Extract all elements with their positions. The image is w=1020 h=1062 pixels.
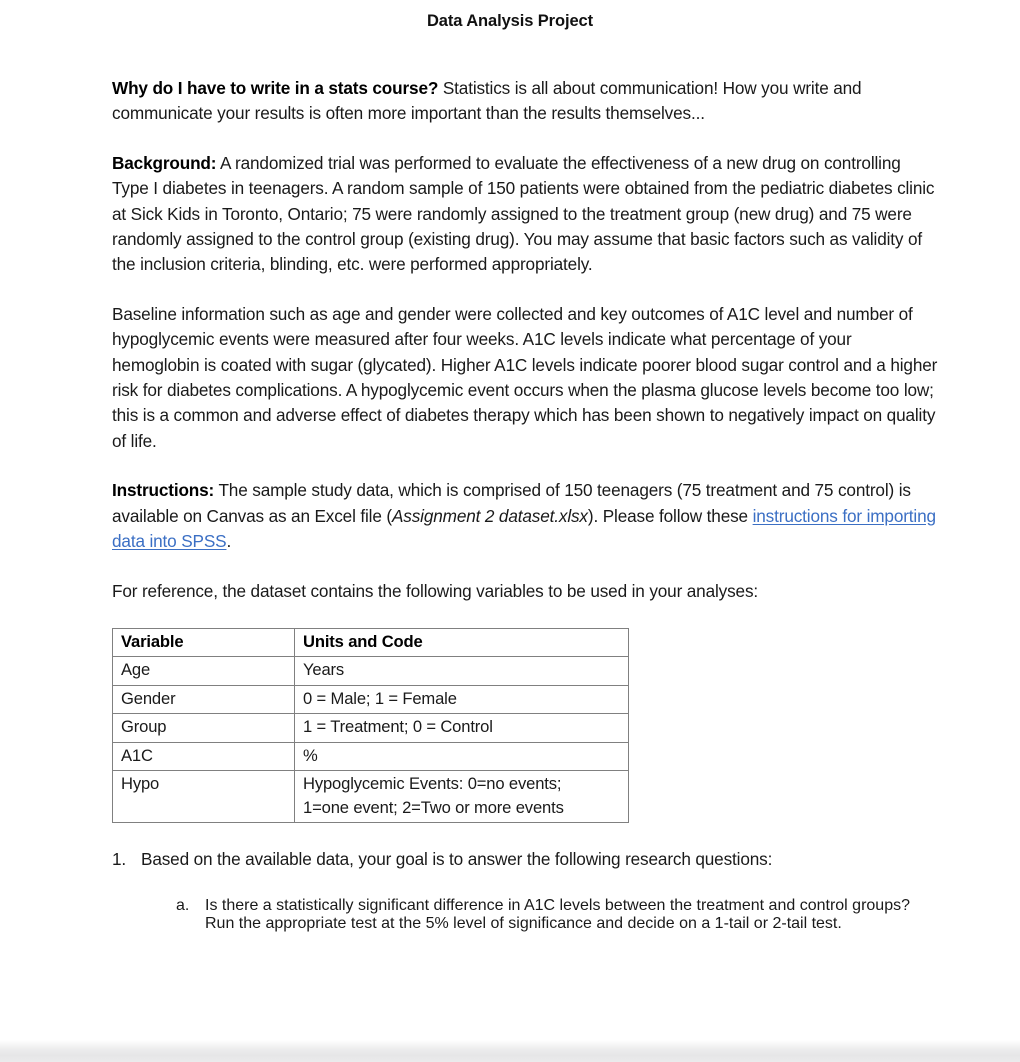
table-cell-variable: Gender [113, 685, 295, 714]
table-cell-variable: Group [113, 714, 295, 743]
table-row [113, 685, 629, 714]
table-cell-variable: Hypo [113, 771, 295, 823]
table-row [113, 771, 629, 823]
why-write-heading: Why do I have to write in a stats course? [112, 78, 439, 98]
list-item [112, 847, 940, 872]
list-item [176, 897, 940, 933]
sub-list-item-text: Is there a statistically significant difference in A1C levels between the treatment and control groups? Run the appropriate test at the 5% level of significance and decide on a 1-tail or 2-tail test. [205, 896, 910, 932]
paragraph-baseline: Baseline information such as age and gender were collected and key outcomes of A1C level and number of hypoglycemic events were measured after four weeks. A1C levels indicate what percentage of your hemoglobin is coated with sugar (glycated). Higher A1C levels indicate poorer blood sugar control and a higher risk for diabetes complications. A hypoglycemic event occurs when the plasma glucose levels become too low; this is a common and adverse effect of diabetes therapy which has been shown to negatively impact on quality of life. [112, 303, 938, 451]
paragraph-why-write [112, 76, 940, 127]
table-cell-units: 1 = Treatment; 0 = Control [295, 714, 629, 743]
table-row [113, 742, 629, 771]
instructions-text-part1: The sample study data, which is comprised of 150 teenagers (75 treatment and 75 control) is available on Canvas as an Excel file ( [112, 480, 911, 526]
document-body [112, 76, 940, 933]
instructions-heading: Instructions: [112, 480, 215, 501]
units-line-1: Hypoglycemic Events: 0=no events; [303, 774, 562, 794]
variables-table [112, 628, 629, 824]
table-cell-variable: Age [113, 657, 295, 686]
table-cell-units: % [295, 742, 629, 771]
research-questions-list [112, 847, 940, 932]
table-cell-units: 0 = Male; 1 = Female [295, 685, 629, 714]
table-header-units: Units and Code [295, 628, 629, 657]
background-text: A randomized trial was performed to evaluate the effectiveness of a new drug on controlling Type I diabetes in teenagers. A random sample of 150 patients were obtained from the pediatric diabetes clinic at Sick Kids in Toronto, Ontario; 75 were randomly assigned to the treatment group (new drug) and 75 were randomly assigned to the control group (existing drug). You may assume that basic factors such as validity of the inclusion criteria, blinding, etc. were performed appropriately. [112, 152, 935, 275]
paragraph-reference: For reference, the dataset contains the following variables to be used in your analyses: [112, 580, 759, 601]
instructions-text-part2: ). Please follow these [587, 505, 753, 526]
dataset-filename: Assignment 2 dataset.xlsx [391, 505, 588, 526]
spss-import-instructions-link[interactable]: instructions for importing data into SPSS [112, 505, 936, 552]
instructions-text-part3: . [226, 531, 232, 552]
list-item-text: Based on the available data, your goal is to answer the following research questions: [141, 849, 773, 870]
why-write-text: Statistics is all about communication! How you write and communicate your results is often more important than the results themselves... [112, 78, 862, 124]
sub-list-item-marker: a. [176, 896, 190, 914]
page-bottom-shadow [0, 1040, 1020, 1062]
table-header-variable: Variable [113, 628, 295, 657]
variables-table-wrapper [112, 628, 940, 824]
page-title: Data Analysis Project [426, 12, 594, 30]
paragraph-instructions [112, 478, 940, 554]
paragraph-background [112, 151, 940, 278]
table-row [113, 714, 629, 743]
table-cell-units: Years [295, 657, 629, 686]
table-cell-units [295, 771, 629, 823]
background-heading: Background: [112, 152, 217, 173]
table-header-row [113, 628, 629, 657]
sub-list [112, 897, 940, 933]
table-cell-variable: A1C [113, 742, 295, 771]
list-item-marker: 1. [112, 849, 127, 870]
table-row [113, 657, 629, 686]
units-line-2: 1=one event; 2=Two or more events [303, 797, 564, 817]
